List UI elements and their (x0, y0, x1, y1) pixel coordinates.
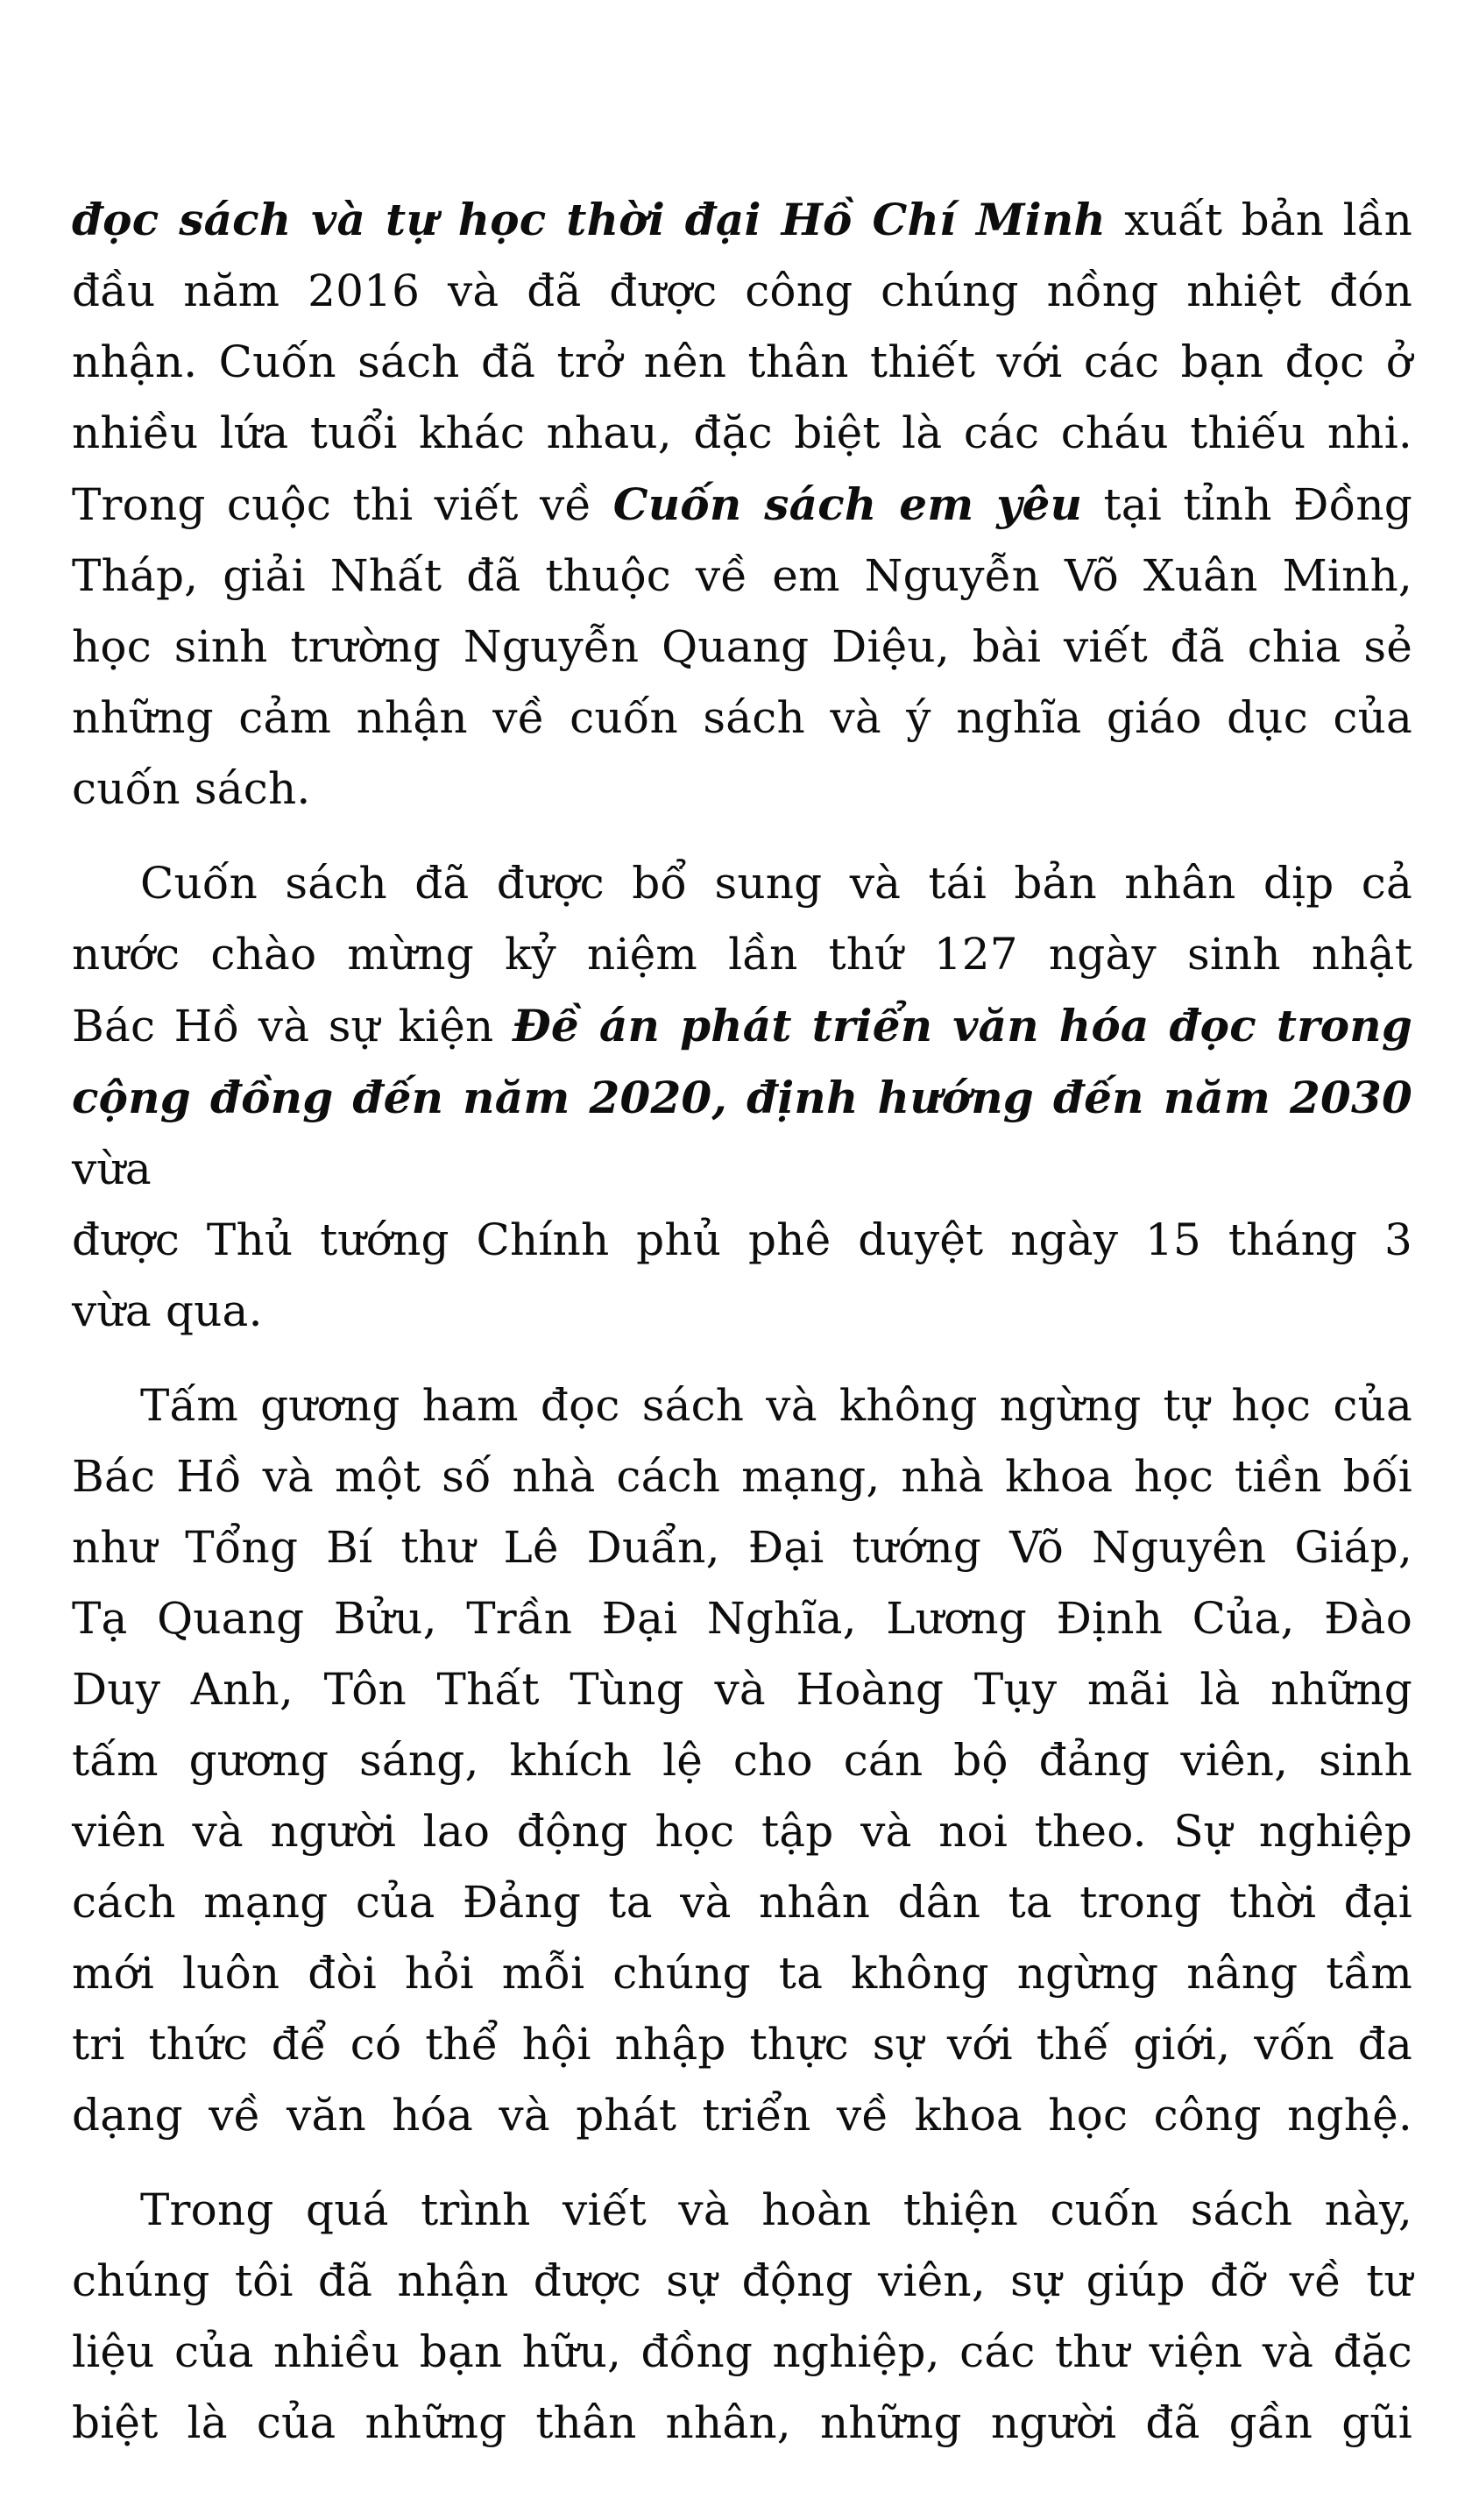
text-line (72, 469, 1412, 541)
text-run: nhận. Cuốn sách đã trở nên thân thiết với các bạn đọc ở (72, 336, 1412, 387)
text-line (72, 327, 1412, 398)
text-line (72, 1062, 1412, 1205)
text-line (72, 2175, 1412, 2246)
text-run: Trong quá trình viết và hoàn thiện cuốn sách này, (140, 2184, 1412, 2235)
text-line (72, 2388, 1412, 2459)
text-run: Tạ Quang Bửu, Trần Đại Nghĩa, Lương Định Của, Đào (72, 1593, 1412, 1644)
text-run: nước chào mừng kỷ niệm lần thứ 127 ngày sinh nhật (72, 929, 1412, 980)
text-run: viên và người lao động học tập và noi theo. Sự nghiệp (72, 1806, 1412, 1857)
text-line (72, 1867, 1412, 1938)
text-line (72, 990, 1412, 1062)
text-run: như Tổng Bí thư Lê Duẩn, Đại tướng Võ Nguyên Giáp, (72, 1522, 1412, 1573)
text-run: tấm gương sáng, khích lệ cho cán bộ đảng viên, sinh (72, 1735, 1412, 1786)
text-line (72, 683, 1412, 754)
text-line (72, 184, 1412, 256)
text-line (72, 2317, 1412, 2388)
paragraph (72, 184, 1412, 825)
text-run: liệu của nhiều bạn hữu, đồng nghiệp, các thư viện và đặc (72, 2326, 1412, 2377)
text-run: Cuốn sách đã được bổ sung và tái bản nhân dịp cả (140, 858, 1412, 909)
text-line (72, 256, 1412, 327)
text-run: Tấm gương ham đọc sách và không ngừng tự học của (140, 1380, 1412, 1431)
book-title-emphasis: đọc sách và tự học thời đại Hồ Chí Minh (72, 194, 1106, 245)
text-run: chúng tôi đã nhận được sự động viên, sự giúp đỡ về tư (72, 2255, 1412, 2306)
text-line (72, 1725, 1412, 1796)
book-title-emphasis: Đề án phát triển văn hóa đọc trong (512, 1000, 1412, 1051)
text-line (72, 2246, 1412, 2317)
text-run: nhiều lứa tuổi khác nhau, đặc biệt là các cháu thiếu nhi. (72, 407, 1412, 458)
text-run: biệt là của những thân nhân, những người đã gần gũi (72, 2397, 1412, 2448)
text-line (72, 1370, 1412, 1441)
text-run: Bác Hồ và sự kiện (72, 1001, 513, 1051)
text-line (72, 2009, 1412, 2080)
text-line (72, 1441, 1412, 1512)
text-run: Duy Anh, Tôn Thất Tùng và Hoàng Tụy mãi là những (72, 1664, 1412, 1715)
text-run: Bác Hồ và một số nhà cách mạng, nhà khoa học tiền bối (72, 1451, 1412, 1502)
text-line (72, 754, 1412, 825)
text-run: những cảm nhận về cuốn sách và ý nghĩa giáo dục của (72, 692, 1412, 743)
text-line (72, 612, 1412, 683)
paragraph (72, 2175, 1412, 2459)
text-run: vừa qua. (72, 1285, 263, 1336)
text-run: tại tỉnh Đồng (1082, 479, 1412, 530)
text-run: được Thủ tướng Chính phủ phê duyệt ngày 15 tháng 3 (72, 1214, 1412, 1265)
text-run: cuốn sách. (72, 763, 311, 814)
text-run: Trong cuộc thi viết về (72, 479, 613, 530)
text-line (72, 2080, 1412, 2151)
text-run: Tháp, giải Nhất đã thuộc về em Nguyễn Võ Xuân Minh, (72, 550, 1412, 601)
text-run: tri thức để có thể hội nhập thực sự với thế giới, vốn đa (72, 2019, 1412, 2070)
paragraph (72, 1370, 1412, 2151)
text-line (72, 1796, 1412, 1867)
text-line (72, 848, 1412, 919)
text-run: dạng về văn hóa và phát triển về khoa học công nghệ. (72, 2090, 1412, 2141)
text-line (72, 919, 1412, 990)
text-line (72, 1938, 1412, 2009)
text-line (72, 1276, 1412, 1347)
text-line (72, 1583, 1412, 1654)
text-run: vừa (72, 1143, 152, 1194)
text-line (72, 541, 1412, 612)
text-run: học sinh trường Nguyễn Quang Diệu, bài viết đã chia sẻ (72, 621, 1412, 672)
paragraph (72, 848, 1412, 1347)
book-title-emphasis: cộng đồng đến năm 2020, định hướng đến năm 2030 (72, 1072, 1412, 1123)
text-line (72, 1512, 1412, 1583)
text-line (72, 1654, 1412, 1725)
page-text-block (72, 184, 1412, 2459)
text-run: cách mạng của Đảng ta và nhân dân ta trong thời đại (72, 1877, 1412, 1928)
text-line (72, 1205, 1412, 1276)
text-run: đầu năm 2016 và đã được công chúng nồng nhiệt đón (72, 265, 1412, 316)
text-run: xuất bản lần (1105, 195, 1412, 245)
book-title-emphasis: Cuốn sách em yêu (612, 478, 1083, 530)
text-line (72, 398, 1412, 469)
text-run: mới luôn đòi hỏi mỗi chúng ta không ngừng nâng tầm (72, 1948, 1412, 1999)
